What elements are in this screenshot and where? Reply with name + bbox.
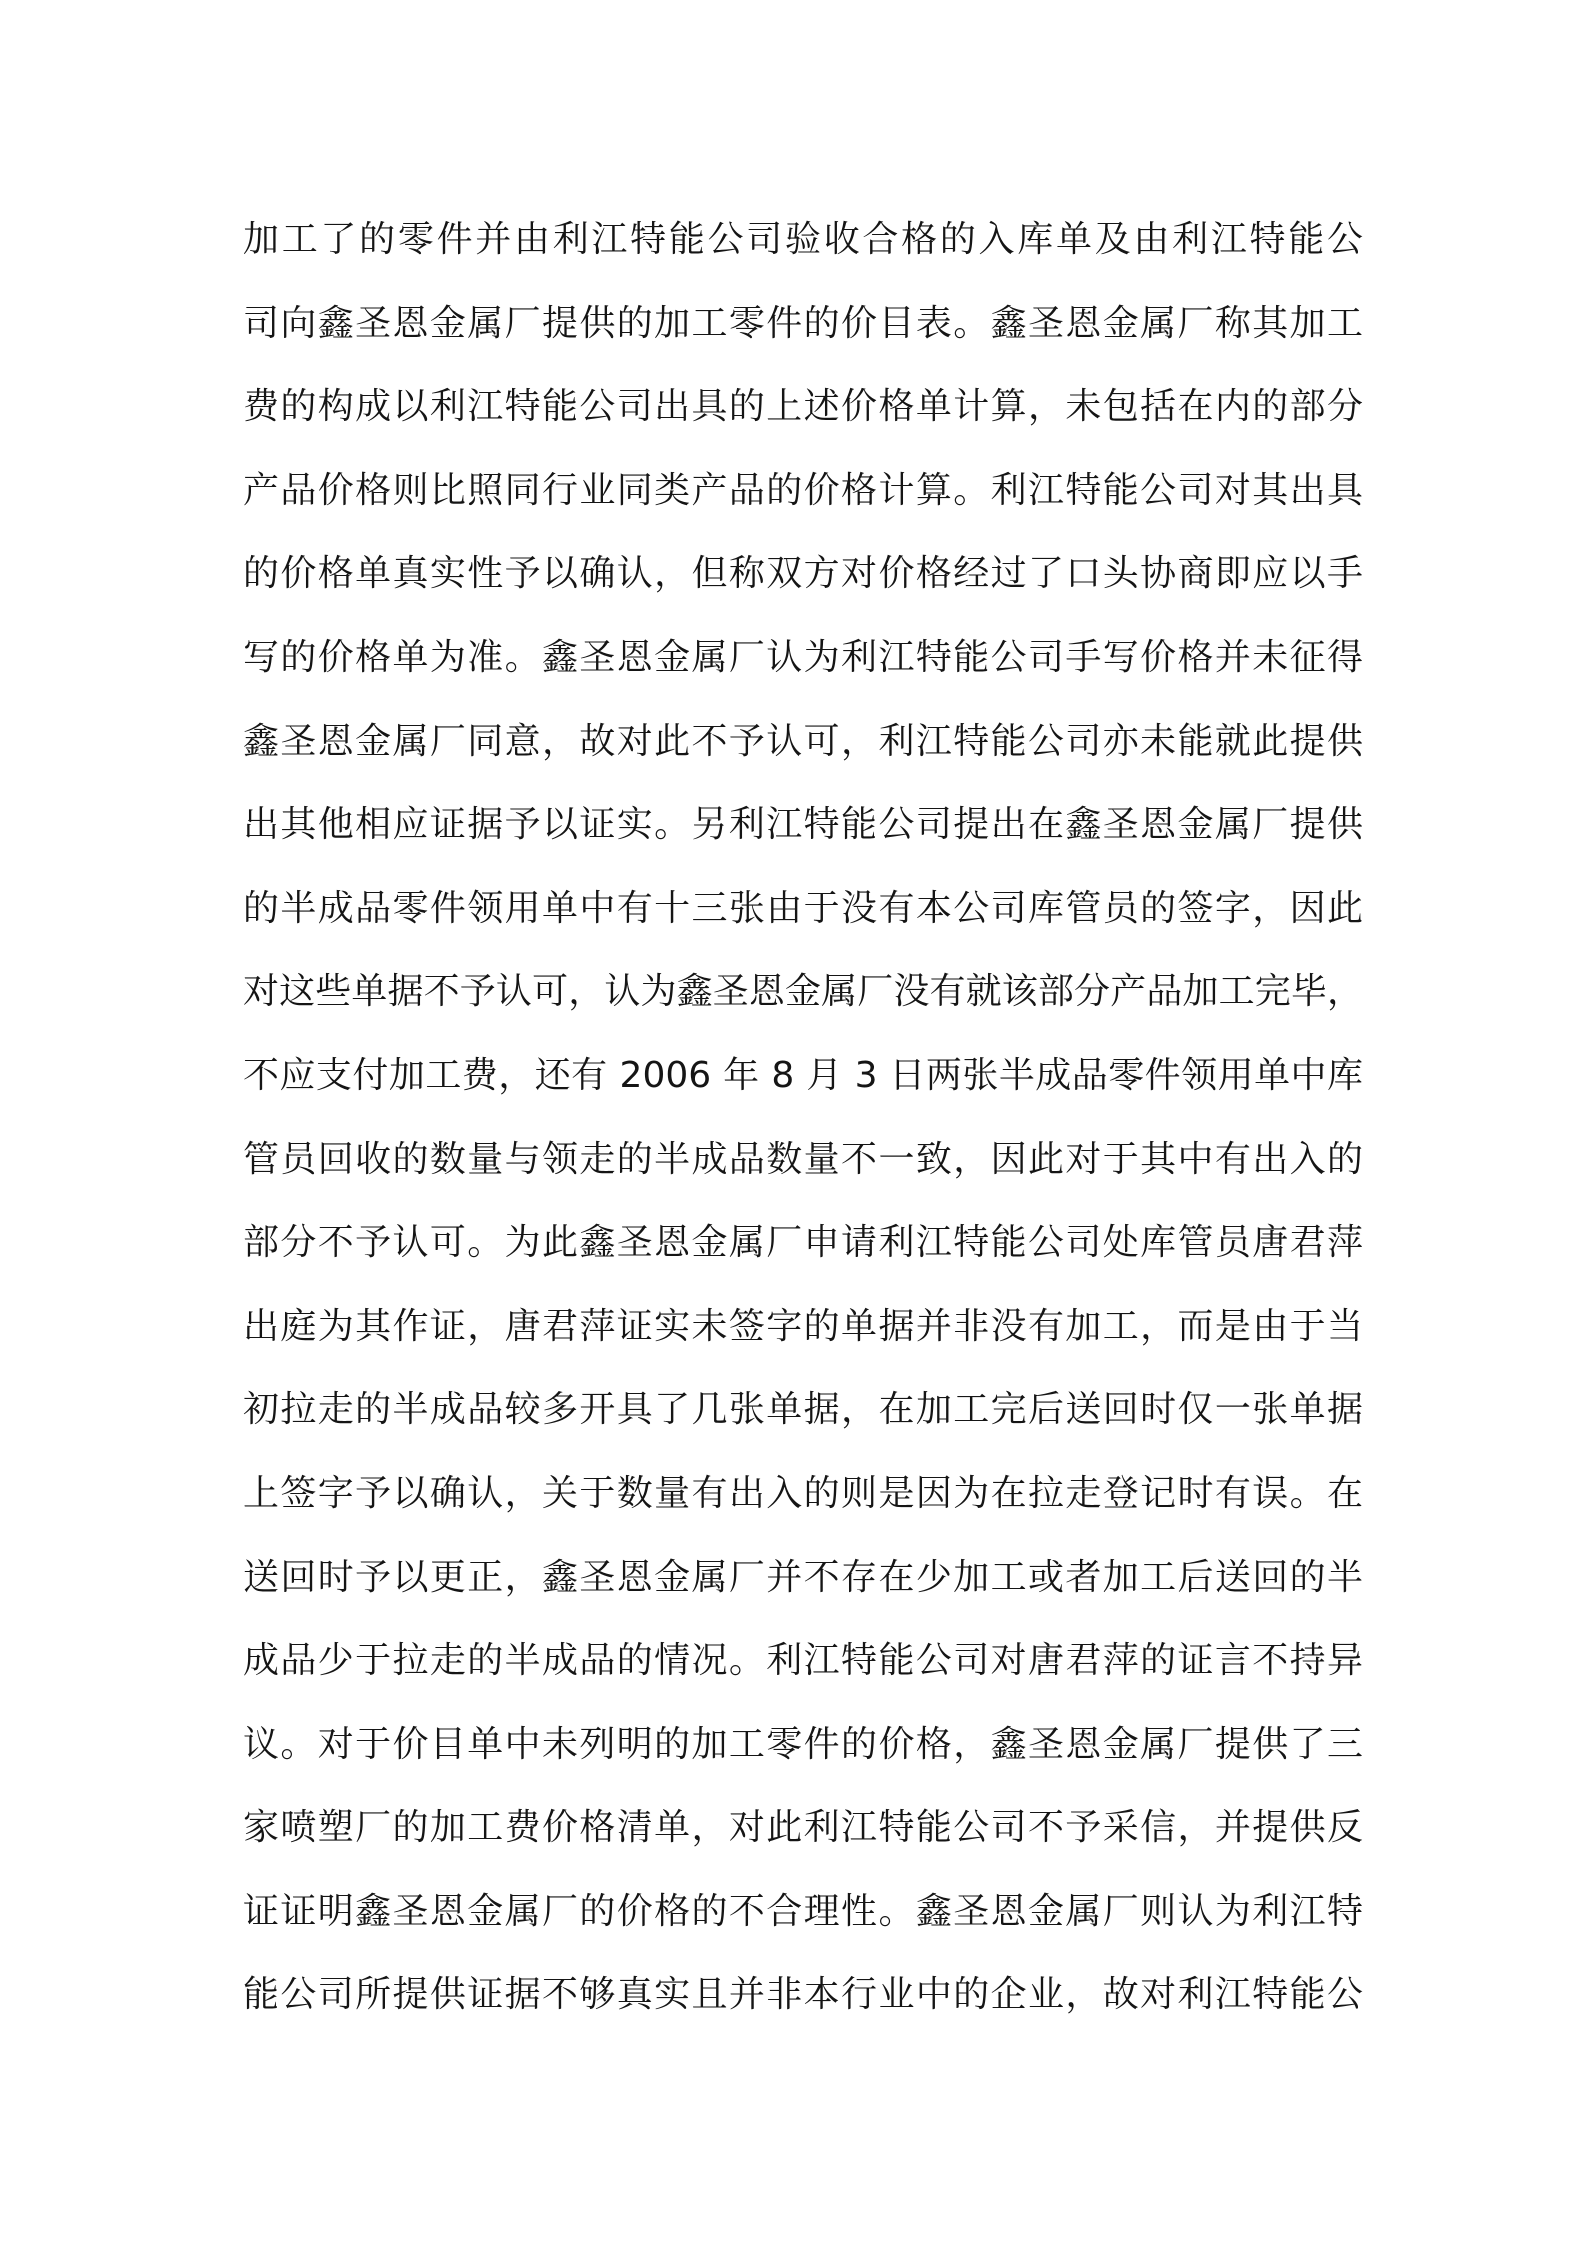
text-line: 产品价格则比照同行业同类产品的价格计算。利江特能公司对其出具	[243, 469, 1363, 511]
text-line: 初拉走的半成品较多开具了几张单据，在加工完后送回时仅一张单据	[243, 1389, 1363, 1431]
text-line: 部分不予认可。为此鑫圣恩金属厂申请利江特能公司处库管员唐君萍	[243, 1222, 1363, 1264]
text-line: 不应支付加工费，还有 2006 年 8 月 3 日两张半成品零件领用单中库	[243, 1054, 1363, 1096]
text-line: 成品少于拉走的半成品的情况。利江特能公司对唐君萍的证言不持异	[243, 1640, 1363, 1682]
text-line: 写的价格单为准。鑫圣恩金属厂认为利江特能公司手写价格并未征得	[243, 636, 1363, 678]
text-line: 的价格单真实性予以确认，但称双方对价格经过了口头协商即应以手	[243, 553, 1363, 595]
text-line: 家喷塑厂的加工费价格清单，对此利江特能公司不予采信，并提供反	[243, 1807, 1363, 1849]
text-line: 加工了的零件并由利江特能公司验收合格的入库单及由利江特能公	[243, 219, 1363, 260]
text-line: 出其他相应证据予以证实。另利江特能公司提出在鑫圣恩金属厂提供	[243, 804, 1363, 846]
text-line: 对这些单据不予认可，认为鑫圣恩金属厂没有就该部分产品加工完毕，	[243, 971, 1363, 1013]
text-line: 出庭为其作证，唐君萍证实未签字的单据并非没有加工，而是由于当	[243, 1305, 1363, 1347]
text-line: 司向鑫圣恩金属厂提供的加工零件的价目表。鑫圣恩金属厂称其加工	[243, 302, 1363, 344]
text-line: 议。对于价目单中未列明的加工零件的价格，鑫圣恩金属厂提供了三	[243, 1723, 1363, 1765]
text-line: 上签字予以确认，关于数量有出入的则是因为在拉走登记时有误。在	[243, 1472, 1363, 1514]
text-line: 费的构成以利江特能公司出具的上述价格单计算，未包括在内的部分	[243, 386, 1363, 428]
text-line: 的半成品零件领用单中有十三张由于没有本公司库管员的签字，因此	[243, 887, 1363, 929]
text-line: 管员回收的数量与领走的半成品数量不一致，因此对于其中有出入的	[243, 1138, 1363, 1180]
text-line: 送回时予以更正，鑫圣恩金属厂并不存在少加工或者加工后送回的半	[243, 1556, 1363, 1598]
text-line: 证证明鑫圣恩金属厂的价格的不合理性。鑫圣恩金属厂则认为利江特	[243, 1890, 1363, 1932]
text-line: 能公司所提供证据不够真实且并非本行业中的企业，故对利江特能公	[243, 1974, 1363, 2016]
text-line: 鑫圣恩金属厂同意，故对此不予认可，利江特能公司亦未能就此提供	[243, 720, 1363, 762]
body-text	[243, 198, 1363, 2037]
